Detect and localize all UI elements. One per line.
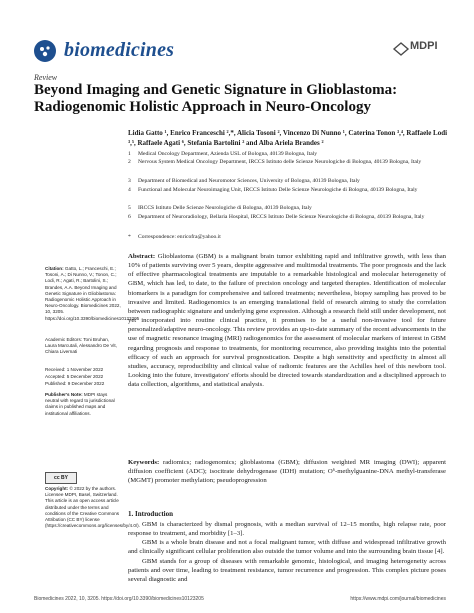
article-type: Review [34,73,58,82]
journal-name: biomedicines [64,39,175,61]
section-heading: 1. Introduction [128,510,173,518]
affiliation-item: 6 Department of Neuroradiology, Bellaria Hospital, IRCCS Istituto Delle Scienze Neurologiche di Bologna, 40139 Bologna, Italy [128,214,425,220]
affiliation-item: 3 Department of Biomedical and Neuromotor Sciences, University of Bologna, 40139 Bologna, Italy [128,178,360,184]
affiliation-item: 1 Medical Oncology Department, Azienda USL of Bologna, 40139 Bologna, Italy [128,151,318,157]
citation-text[interactable]: Gatto, L.; Franceschi, E.; Tosoni, A.; Di Nunno, V.; Tonon, C.; Lodi, R.; Agati, R.; Bartolini, S.; Brandes, A.A. Beyond Imaging and Genetic Signature in Glioblastoma: Radiogenomic Holistic Approach in Neuro-Oncology. Biomedicines 2022, 10, 3205. https://doi.org/10.3390/biomedicines10123205 [45,266,140,321]
copyright-note: Copyright: © 2022 by the authors. Licensee MDPI, Basel, Switzerland. This article is an open access article distributed under the terms and conditions of the Creative Commons Attribution (CC BY) license (https://creativecommons.org/licenses/by/4.0/). [45,486,140,529]
article-title: Beyond Imaging and Genetic Signature in Glioblastoma: Radiogenomic Holistic Approach in Neuro-Oncology [34,82,398,115]
publisher-name: MDPI [410,40,438,52]
abstract-text: Glioblastoma (GBM) is a malignant brain tumor exhibiting rapid and infiltrative growth, with less than 10% of patients surviving over 5 years, despite aggressive and multimodal treatments. The poor prognosis and the lack of effective pharmacological treatments are imputable to a remarkable histological and molecular heterogeneity of GBM, which has led, to date, to the failure of precision oncology and targeted therapies. Identification of molecular biomarkers is a paradigm for comprehensive and tailored treatments; nevertheless, biopsy sampling has proved to be invasive and limited. Radiogenomics is an emerging translational field of research aiming to study the correlation between radiographic signature and underlying gene expression. Although a research field still under development, not yet incorporated into routine clinical practice, it promises to be a useful non-invasive tool for future personalized/adaptive neuro-oncology. This review provides an up-to-date summary of the recent advancements in the use of magnetic resonance imaging (MRI) radiogenomics for the assessment of molecular markers of interest in GBM regarding prognosis and response to treatments, for monitoring recurrence, also providing insights into the potential efficacy of such an approach for survival prognostication. Despite a high sensitivity and specificity in almost all studies, accuracy, reproducibility and clinical value of radiomic features are the Achilles heel of this newborn tool. Looking into the future, investigators' efforts should be directed towards standardization and a disciplined approach to data collection, algorithms, and statistical analysis. [128,253,447,389]
keywords [128,458,446,485]
publisher-note: Publisher's Note: MDPI stays neutral with regard to jurisdictional claims in published maps and institutional affiliations. [45,392,115,416]
accepted-date: Accepted: 5 December 2022 [45,374,104,379]
affiliation-item: 5 IRCCS Istituto Delle Scienze Neurologiche di Bologna, 40139 Bologna, Italy [128,205,312,211]
published-date: Published: 9 December 2022 [45,381,105,386]
paragraph: GBM is a whole brain disease and not a focal malignant tumor, with diffuse and widespread infiltrative growth and clinically significant cellular proliferation also outside the tumor volume and into the surrounding brain tissue [4]. [128,539,446,556]
abstract-label: Abstract: [128,253,156,260]
correspondence: * Correspondence: enricofra@yahoo.it [128,234,221,240]
journal-logo-icon [34,40,56,62]
abstract [128,252,446,389]
footer-journal-link[interactable]: https://www.mdpi.com/journal/biomedicines [350,596,446,602]
introduction-body [128,520,446,584]
keywords-text: radiomics; radiogenomics; glioblastoma (GBM); diffusion weighted MR imaging (DWI); apparent diffusion coefficient (ADC); isocitrate dehydrogenase (IDH) mutation; O⁶-methylguanine-DNA methyl-transferase (MGMT) promoter methylation; pseudoprogression [128,459,446,485]
keywords-label: Keywords: [128,459,160,466]
affiliation-item: 4 Functional and Molecular Neuroimaging Unit, IRCCS Istituto Delle Scienze Neurologiche di Bologna, 40139 Bologna, Italy [128,187,418,193]
affiliation-item: 2 Nervous System Medical Oncology Department, IRCCS Istituto delle Scienze Neurologiche di Bologna, 40139 Bologna, Italy [128,159,422,165]
footer-citation[interactable]: Biomedicines 2022, 10, 3205. https://doi.org/10.3390/biomedicines10123205 [34,596,204,602]
paragraph: GBM is characterized by dismal prognosis, with a median survival of 12–15 months, high relapse rate, poor response to treatment, and morbidity [1–3]. [128,521,446,538]
academic-editors: Academic Editors: Toni Bruhan, Laura Marcutali, Alessandro De Vit, Chiara Livernati [45,337,117,355]
author-list: Lidia Gatto ¹, Enrico Franceschi ²,*, Alicia Tosoni ², Vincenzo Di Nunno ¹, Caterina Tonon ³,⁴, Raffaele Lodi ³,⁵, Raffaele Agati ⁶, Stefania Bartolini ² and Alba Ariela Brandes ² [128,129,448,147]
paragraph: GBM stands for a group of diseases with remarkable genomic, histological, and imaging heterogeneity across patients and over time, leading to treatment resistance, tumor recurrence and progression. This complex picture poses several diagnostic and [128,557,446,583]
cc-license-icon[interactable]: cc BY [45,472,77,484]
citation-block: Citation: Gatto, L.; Franceschi, E.; Tosoni, A.; Di Nunno, V.; Tonon, C.; Lodi, R.; Agati, R.; Bartolini, S.; Brandes, A.A. Beyond Imaging and Genetic Signature in Glioblastoma: Radiogenomic Holistic Approach in Neuro-Oncology. Biomedicines 2022, 10, 3205. https://doi.org/10.3390/biomedicines10123205 [45,266,140,321]
received-date: Received: 1 November 2022 [45,367,104,372]
